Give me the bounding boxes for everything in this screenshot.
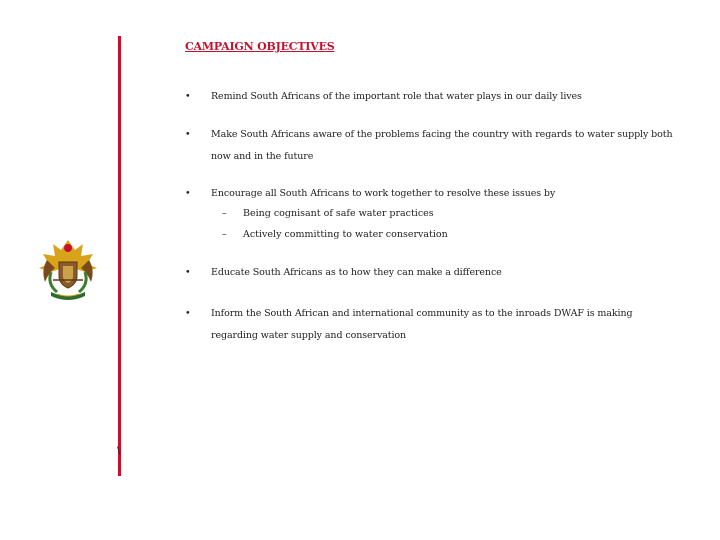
sub-bullet (222, 228, 642, 242)
objective-text: Encourage all South Africans to work together to resolve these issues by (211, 188, 556, 199)
page-marker: \ (117, 446, 121, 457)
objective-text: Make South Africans aware of the problems facing the country with regards to water supply both now and in the future (211, 129, 673, 162)
bullet-glyph: • (185, 267, 191, 278)
sub-bullet (222, 207, 642, 221)
coat-of-arms-emblem (37, 236, 99, 302)
sub-bullet-text: Being cognisant of safe water practices (243, 208, 434, 219)
bullet-glyph: • (185, 129, 191, 140)
objective-text: Educate South Africans as to how they can make a difference (211, 267, 502, 278)
objective-bullet (185, 262, 685, 284)
objective-bullet (185, 303, 685, 347)
dash-glyph: – (222, 229, 227, 240)
bullet-glyph: • (185, 308, 191, 319)
objective-text: Remind South Africans of the important role that water plays in our daily lives (211, 91, 582, 102)
objective-text: Inform the South African and international community as to the inroads DWAF is making regarding water supply and conservation (211, 308, 633, 341)
objective-bullet (185, 86, 685, 108)
sub-bullet-text: Actively committing to water conservation (243, 229, 448, 240)
dash-glyph: – (222, 208, 227, 219)
vertical-accent-line (118, 36, 121, 476)
slide-title: CAMPAIGN OBJECTIVES (185, 40, 335, 53)
objective-bullet (185, 183, 685, 205)
objective-bullet (185, 124, 685, 168)
bullet-glyph: • (185, 91, 191, 102)
bullet-glyph: • (185, 188, 191, 199)
